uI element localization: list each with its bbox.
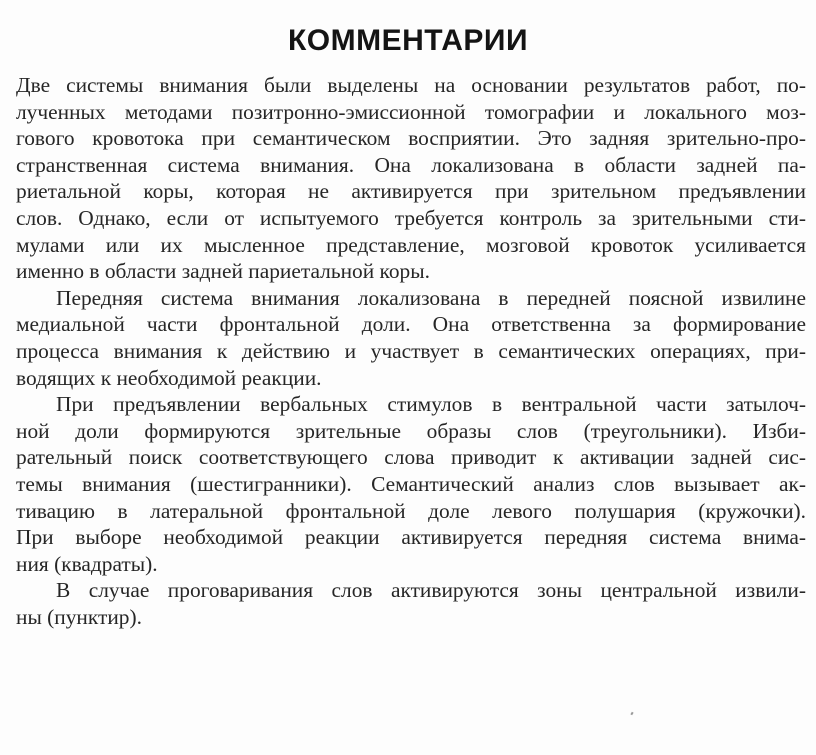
text-line: ны (пунктир). [16, 604, 142, 629]
text-line: рательный поиск соответствующего слова приводит к активации задней сис- [16, 445, 806, 470]
scan-speck [630, 712, 633, 716]
comments-body [16, 72, 806, 630]
paragraph-2 [16, 285, 806, 391]
text-line: слов. Однако, если от испытуемого требуется контроль за зрительными сти- [16, 205, 806, 230]
text-line: Две системы внимания были выделены на основании результатов работ, по- [16, 73, 806, 97]
paragraph-1 [16, 72, 806, 285]
text-line: процесса внимания к действию и участвует в семантических операциях, при- [16, 338, 806, 363]
paragraph-4 [16, 577, 806, 630]
text-line: именно в области задней париетальной коры. [16, 259, 430, 284]
text-line: медиальной части фронтальной доли. Она ответственна за формирование [16, 312, 806, 337]
text-line: Передняя система внимания локализована в передней поясной извилине [56, 285, 806, 310]
text-line: мулами или их мысленное представление, мозговой кровоток усиливается [16, 232, 806, 257]
text-line: При предъявлении вербальных стимулов в вентральной части затылоч- [56, 392, 806, 417]
paragraph-3 [16, 391, 806, 577]
text-line: При выборе необходимой реакции активируется передняя система внима- [16, 525, 806, 550]
text-line: тивацию в латеральной фронтальной доле левого полушария (кружочки). [16, 498, 806, 523]
text-line: водящих к необходимой реакции. [16, 365, 322, 390]
text-line: странственная система внимания. Она локализована в области задней па- [16, 152, 806, 177]
text-line: темы внимания (шестигранники). Семантический анализ слов вызывает ак- [16, 471, 806, 496]
page-title: КОММЕНТАРИИ [287, 24, 529, 57]
text-line: гового кровотока при семантическом восприятии. Это задняя зрительно-про- [16, 126, 806, 151]
text-line: ной доли формируются зрительные образы слов (треугольники). Изби- [16, 418, 806, 443]
text-line: риетальной коры, которая не активируется при зрительном предъявлении [16, 179, 806, 204]
text-line: В случае проговаривания слов активируются зоны центральной извили- [56, 578, 806, 603]
text-line: лученных методами позитронно-эмиссионной томографии и локального моз- [16, 99, 806, 124]
text-line: ния (квадраты). [16, 551, 158, 576]
